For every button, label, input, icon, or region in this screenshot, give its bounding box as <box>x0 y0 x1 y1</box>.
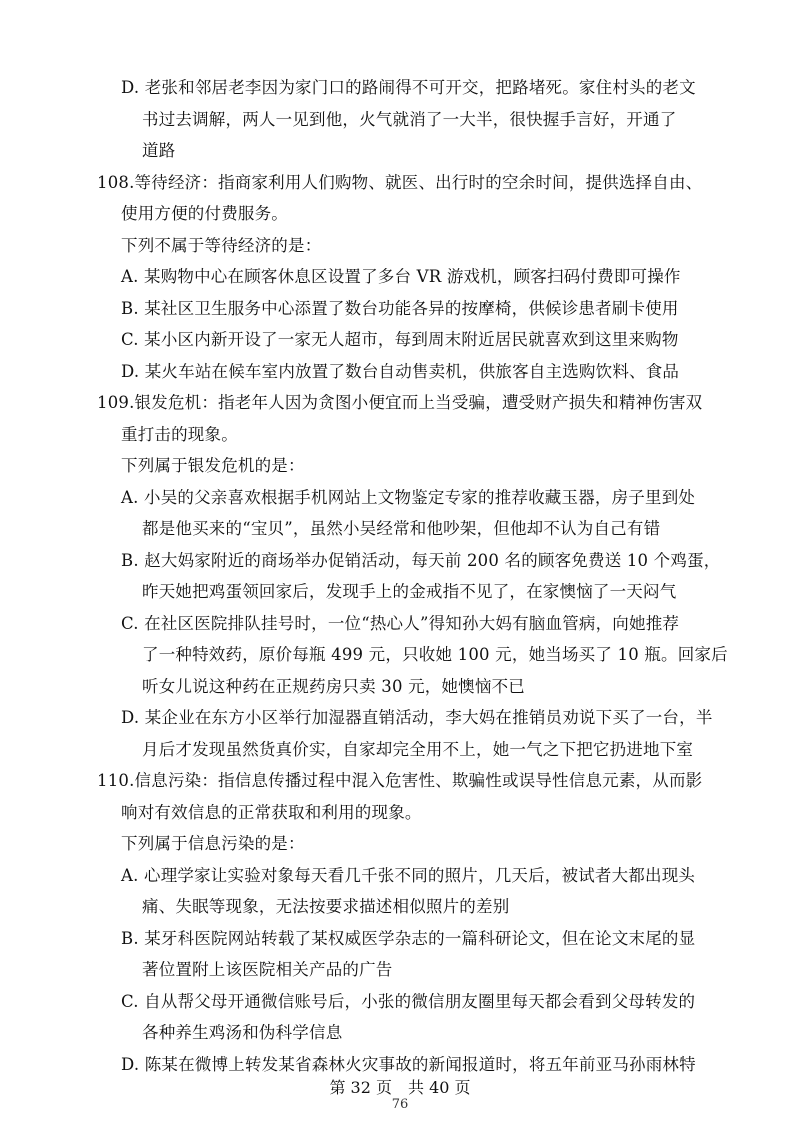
q110-option-b-line-1: B. 某牙科医院网站转载了某权威医学杂志的一篇科研论文，但在论文末尾的显 <box>121 929 696 948</box>
q109-option-a-line-2: 都是他买来的“宝贝”，虽然小吴经常和他吵架，但他却不认为自己有错 <box>142 519 661 538</box>
q108-definition-line-2: 使用方便的付费服务。 <box>121 204 288 223</box>
q109-option-c-line-3: 听女儿说这种药在正规药房只卖 30 元，她懊恼不已 <box>142 677 525 696</box>
q110-option-a-line-2: 痛、失眠等现象，无法按要求描述相似照片的差别 <box>142 897 510 916</box>
q109-option-b-line-1: B. 赵大妈家附近的商场举办促销活动，每天前 200 名的顾客免费送 10 个鸡蛋， <box>121 551 721 570</box>
q110-option-d-line-1: D. 陈某在微博上转发某省森林火灾事故的新闻报道时，将五年前亚马孙雨林特 <box>121 1055 696 1074</box>
q108-option-c: C. 某小区内新开设了一家无人超市，每到周末附近居民就喜欢到这里来购物 <box>121 330 679 349</box>
q109-option-b-line-2: 昨天她把鸡蛋领回家后，发现手上的金戒指不见了，在家懊恼了一天闷气 <box>142 582 677 601</box>
q110-option-c-line-1: C. 自从帮父母开通微信账号后，小张的微信朋友圈里每天都会看到父母转发的 <box>121 992 696 1011</box>
q109-definition-line-1: 109.银发危机：指老年人因为贪图小便宜而上当受骗，遭受财产损失和精神伤害双 <box>97 393 703 412</box>
page-number: 76 <box>391 1097 409 1112</box>
q108-definition-line-1: 108.等待经济：指商家利用人们购物、就医、出行时的空余时间，提供选择自由、 <box>97 173 703 192</box>
q110-definition-line-2: 响对有效信息的正常获取和利用的现象。 <box>121 803 422 822</box>
q107-option-d-line-1: D. 老张和邻居老李因为家门口的路闹得不可开交，把路堵死。家住村头的老文 <box>121 78 696 97</box>
q110-option-b-line-2: 著位置附上该医院相关产品的广告 <box>142 960 393 979</box>
q107-option-d-line-2: 书过去调解，两人一见到他，火气就消了一大半，很快握手言好，开通了 <box>142 110 677 129</box>
q109-option-a-line-1: A. 小吴的父亲喜欢根据手机网站上文物鉴定专家的推荐收藏玉器，房子里到处 <box>121 488 696 507</box>
q108-option-a: A. 某购物中心在顾客休息区设置了多台 VR 游戏机，顾客扫码付费即可操作 <box>121 267 681 286</box>
page-label: 第 32 页 共 40 页 <box>329 1078 471 1097</box>
q109-question: 下列属于银发危机的是： <box>121 456 305 475</box>
q110-option-a-line-1: A. 心理学家让实验对象每天看几千张不同的照片，几天后，被试者大都出现头 <box>121 866 696 885</box>
q109-option-d-line-1: D. 某企业在东方小区举行加湿器直销活动，李大妈在推销员劝说下买了一台，半 <box>121 708 713 727</box>
q109-option-c-line-1: C. 在社区医院排队挂号时，一位“热心人”得知孙大妈有脑血管病，向她推荐 <box>121 614 680 633</box>
q108-option-b: B. 某社区卫生服务中心添置了数台功能各异的按摩椅，供候诊患者刷卡使用 <box>121 299 679 318</box>
q109-option-c-line-2: 了一种特效药，原价每瓶 499 元，只收她 100 元，她当场买了 10 瓶。回家后 <box>142 645 728 664</box>
q110-question: 下列属于信息污染的是： <box>121 834 305 853</box>
q110-option-c-line-2: 各种养生鸡汤和伪科学信息 <box>142 1023 343 1042</box>
q109-option-d-line-2: 月后才发现虽然货真价实，自家却完全用不上，她一气之下把它扔进地下室 <box>142 740 694 759</box>
q109-definition-line-2: 重打击的现象。 <box>121 425 238 444</box>
q110-definition-line-1: 110.信息污染：指信息传播过程中混入危害性、欺骗性或误导性信息元素，从而影 <box>97 771 703 790</box>
q108-option-d: D. 某火车站在候车室内放置了数台自动售卖机，供旅客自主选购饮料、食品 <box>121 362 680 381</box>
q108-question: 下列不属于等待经济的是： <box>121 236 322 255</box>
q107-option-d-line-3: 道路 <box>142 141 176 160</box>
